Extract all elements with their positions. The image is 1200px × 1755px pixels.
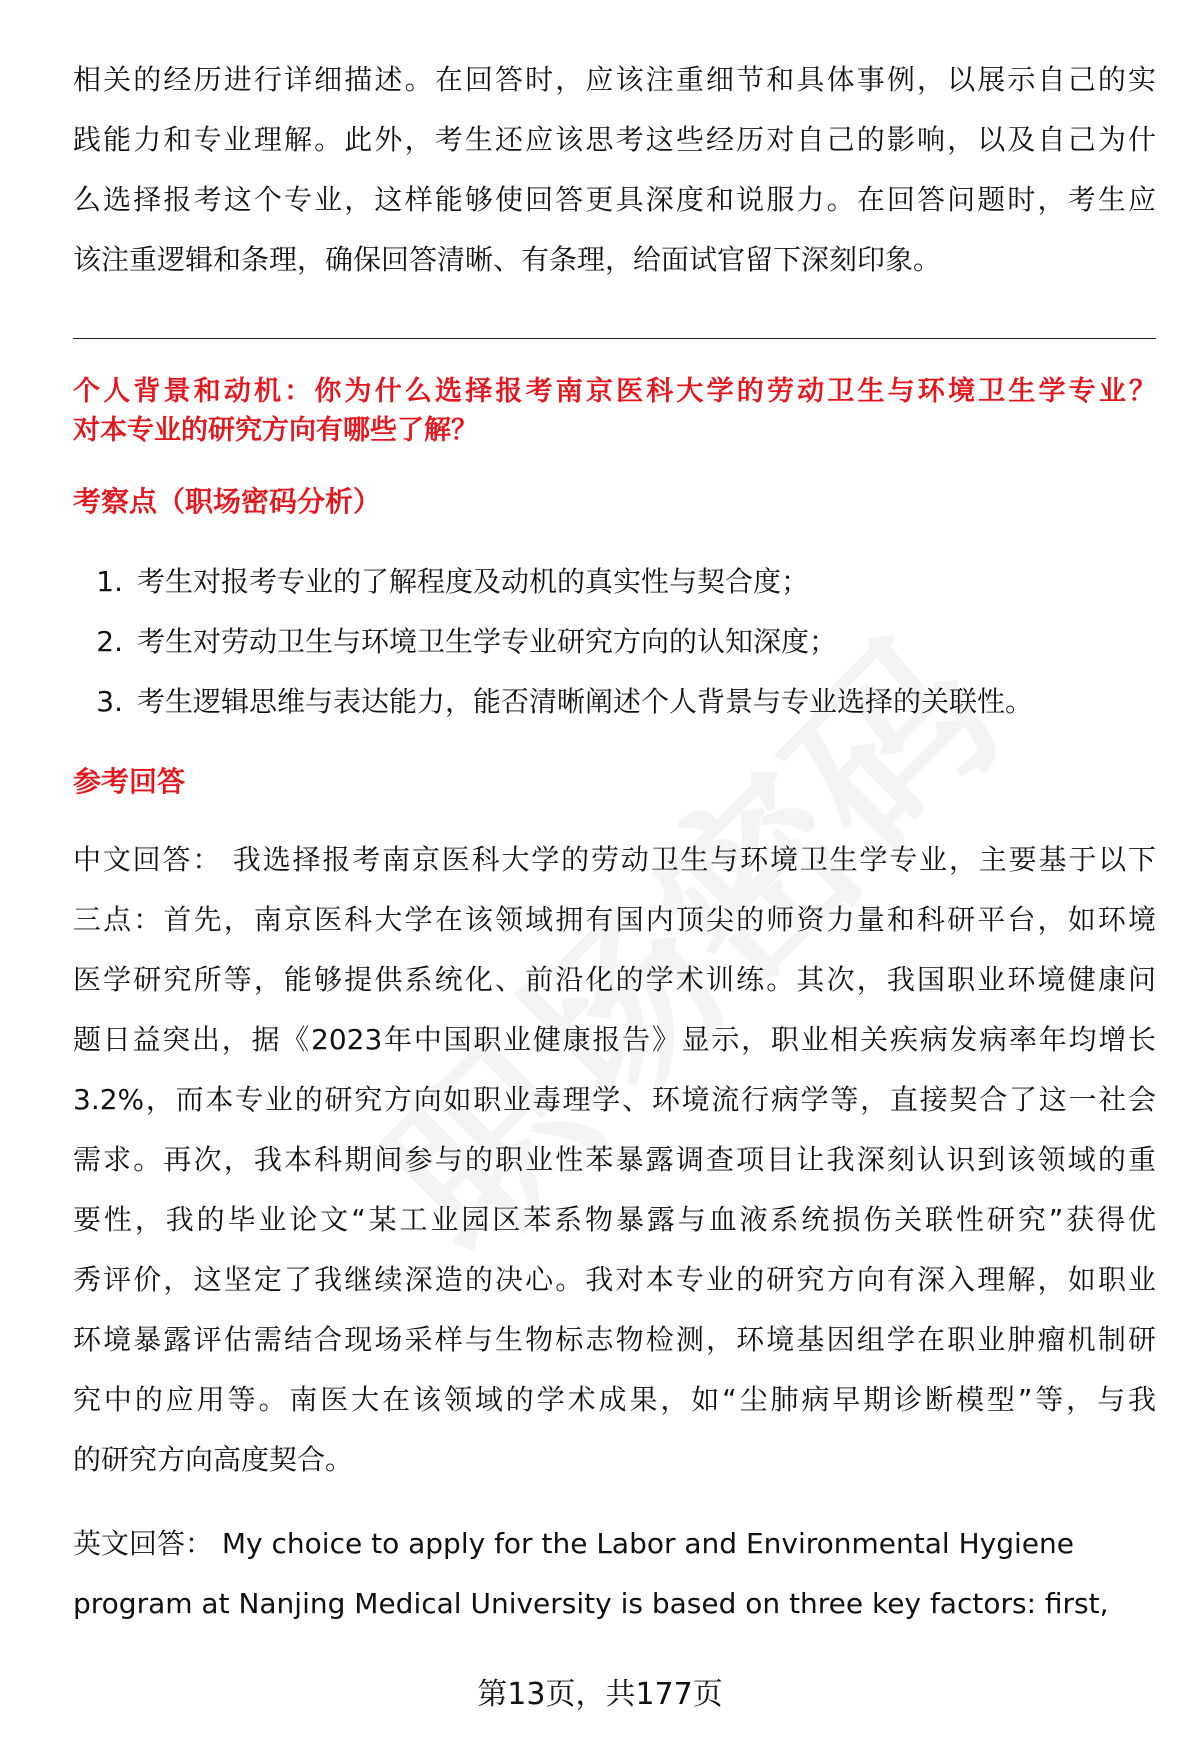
list-item [73,672,1156,732]
text-line: 秀评价，这坚定了我继续深造的决心。我对本专业的研究方向有深入理解，如职业 [73,1263,1156,1296]
text-line: 需求。再次，我本科期间参与的职业性苯暴露调查项目让我深刻认识到该领域的重 [73,1143,1156,1176]
list-item [73,552,1156,612]
question-line: 个人背景和动机：你为什么选择报考南京医科大学的劳动卫生与环境卫生学专业？ [73,376,1156,407]
list-number: 1. [96,565,123,598]
chinese-answer [73,830,1156,1490]
question-line: 对本专业的研究方向有哪些了解？ [73,415,478,446]
text-line: 要性，我的毕业论文“某工业园区苯系物暴露与血液系统损伤关联性研究”获得优 [73,1203,1156,1236]
list-number: 2. [96,625,123,658]
english-answer [73,1514,1156,1634]
text-line: 究中的应用等。南医大在该领域的学术成果，如“尘肺病早期诊断模型”等，与我 [73,1383,1156,1416]
section-divider [73,338,1156,339]
text-line: program at Nanjing Medical University is based on three key factors: first, [73,1587,1109,1620]
text-line: 相关的经历进行详细描述。在回答时，应该注重细节和具体事例，以展示自己的实 [73,63,1156,96]
text-line: 中文回答： 我选择报考南京医科大学的劳动卫生与环境卫生学专业，主要基于以下 [73,843,1156,876]
answer-heading-text: 参考回答 [73,765,186,798]
text-line: 环境暴露评估需结合现场采样与生物标志物检测，环境基因组学在职业肿瘤机制研 [73,1323,1156,1356]
key-points-heading-text: 考察点（职场密码分析） [73,485,382,518]
key-points-list [73,552,1156,732]
text-line: 英文回答： My choice to apply for the Labor and Environmental Hygiene [73,1527,1074,1560]
list-number: 3. [96,685,123,718]
text-line: 3.2%，而本专业的研究方向如职业毒理学、环境流行病学等，直接契合了这一社会 [73,1083,1156,1116]
text-line: 三点：首先，南京医科大学在该领域拥有国内顶尖的师资力量和科研平台，如环境 [73,903,1156,936]
intro-paragraph [73,50,1156,290]
list-text: 考生对报考专业的了解程度及动机的真实性与契合度； [137,565,810,598]
answer-heading [73,752,1156,812]
text-line: 的研究方向高度契合。 [73,1443,354,1476]
list-text: 考生逻辑思维与表达能力，能否清晰阐述个人背景与专业选择的关联性。 [137,685,1034,718]
list-text: 考生对劳动卫生与环境卫生学专业研究方向的认知深度； [137,625,838,658]
key-points-heading [73,472,1156,532]
text-line: 该注重逻辑和条理，确保回答清晰、有条理，给面试官留下深刻印象。 [73,243,942,276]
page-number: 第13页，共177页 [477,1677,723,1712]
text-line: 践能力和专业理解。此外，考生还应该思考这些经历对自己的影响，以及自己为什 [73,123,1156,156]
text-line: 题日益突出，据《2023年中国职业健康报告》显示，职业相关疾病发病率年均增长 [73,1023,1156,1056]
text-line: 么选择报考这个专业，这样能够使回答更具深度和说服力。在回答问题时，考生应 [73,183,1156,216]
text-line: 医学研究所等，能够提供系统化、前沿化的学术训练。其次，我国职业环境健康问 [73,963,1156,996]
list-item [73,612,1156,672]
question-heading [73,372,1156,450]
